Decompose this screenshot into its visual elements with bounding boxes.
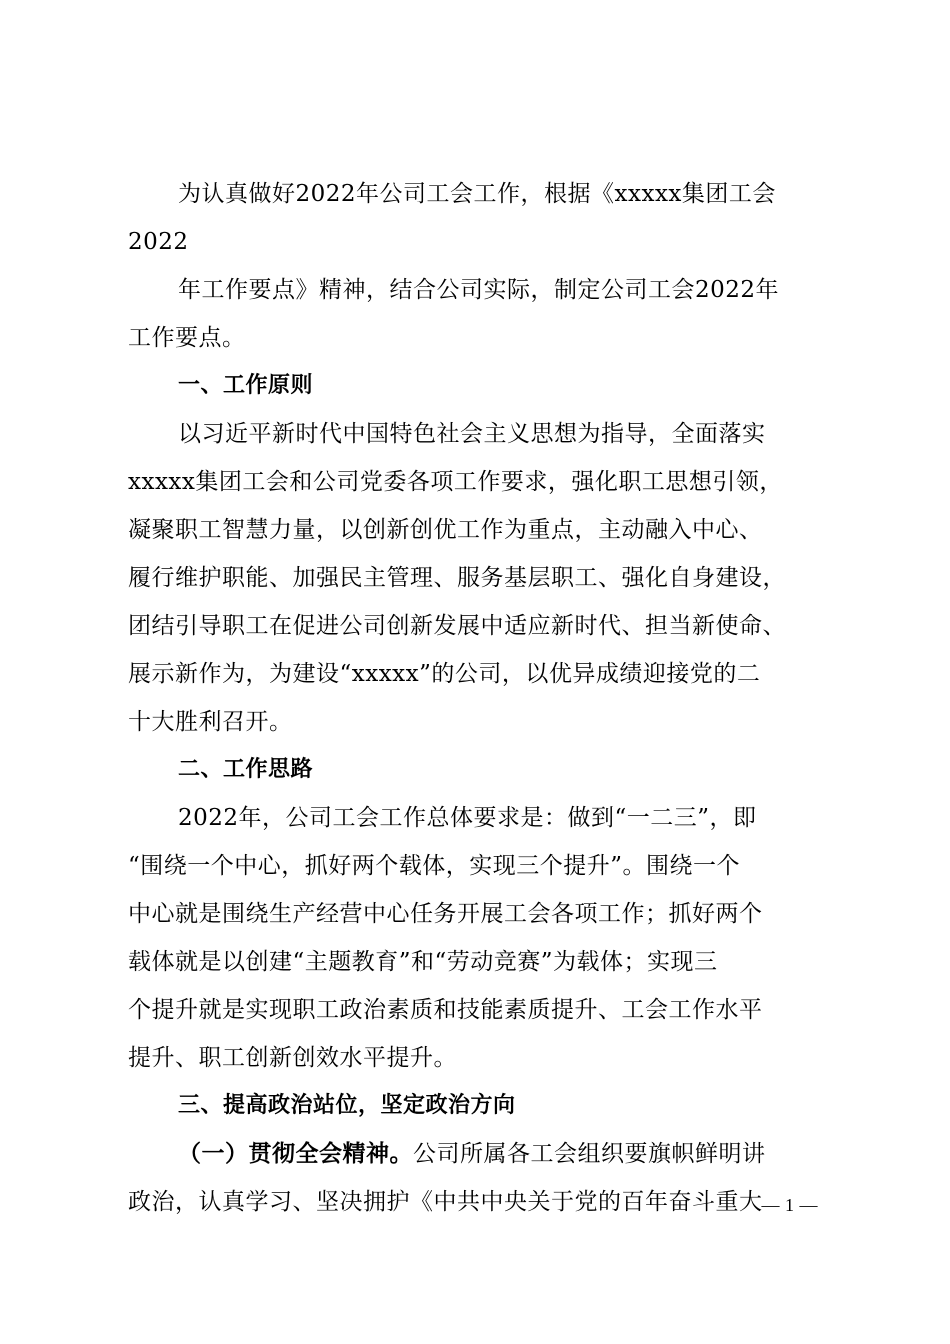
section-heading: 一、工作原则 [178, 373, 314, 398]
paragraph-line: 以习近平新时代中国特色社会主义思想为指导，全面落实 [178, 421, 766, 447]
paragraph-line: 团结引导职工在促进公司创新发展中适应新时代、担当新使命、 [128, 613, 786, 639]
paragraph-line: 展示新作为，为建设“xxxxx”的公司，以优异成绩迎接党的二 [128, 661, 761, 687]
paragraph-line: 提升、职工创新创效水平提升。 [128, 1045, 457, 1071]
intro-line: 为认真做好2022年公司工会工作，根据《xxxxx集团工会 [178, 181, 776, 207]
intro-line: 年工作要点》精神，结合公司实际，制定公司工会2022年 [178, 277, 780, 303]
paragraph-line: 个提升就是实现职工政治素质和技能素质提升、工会工作水平 [128, 997, 763, 1023]
section-heading: 二、工作思路 [178, 757, 314, 782]
paragraph-line: 中心就是围绕生产经营中心任务开展工会各项工作；抓好两个 [128, 901, 763, 927]
paragraph-line: 十大胜利召开。 [128, 709, 293, 735]
section-heading: 三、提高政治站位，坚定政治方向 [178, 1093, 516, 1118]
paragraph-text: 公司所属各工会组织要旗帜鲜明讲 [413, 1141, 766, 1167]
intro-line: 工作要点。 [128, 325, 246, 351]
intro-line: 2022 [128, 229, 189, 255]
paragraph-line: xxxxx集团工会和公司党委各项工作要求，强化职工思想引领， [128, 469, 783, 495]
paragraph-line: 2022年，公司工会工作总体要求是：做到“一二三”，即 [178, 805, 757, 831]
paragraph-line: 载体就是以创建“主题教育”和“劳动竞赛”为载体；实现三 [128, 949, 718, 975]
subsection-label: （一）贯彻全会精神。 [178, 1141, 413, 1167]
paragraph-line: 凝聚职工智慧力量，以创新创优工作为重点，主动融入中心、 [128, 517, 763, 543]
paragraph-line [128, 1130, 823, 1178]
paragraph-line: 政治，认真学习、坚决拥护《中共中央关于党的百年奋斗重大 [128, 1189, 763, 1215]
document-page [128, 170, 823, 1226]
paragraph-line: 履行维护职能、加强民主管理、服务基层职工、强化自身建设， [128, 565, 786, 591]
page-number: — 1 — [761, 1195, 818, 1215]
paragraph-line: “围绕一个中心，抓好两个载体，实现三个提升”。围绕一个 [128, 853, 741, 879]
